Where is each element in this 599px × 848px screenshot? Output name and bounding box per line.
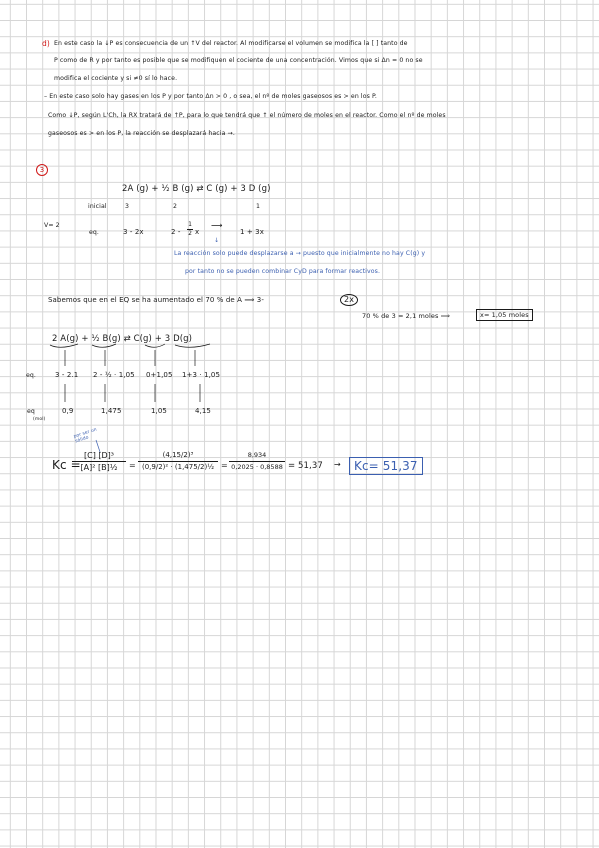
row3-d: 4,15 — [195, 407, 211, 415]
volume-label: V= 2 — [44, 222, 60, 229]
brace-c — [145, 344, 165, 347]
row2-d: 1+3 · 1,05 — [182, 371, 221, 379]
eq-b-prefix: 2 - — [171, 228, 181, 236]
reaction-equation: 2A (g) + ½ B (g) ⇄ C (g) + 3 D (g) — [122, 184, 271, 194]
note-line-2: por tanto no se pueden combinar CyD para formar reactivos. — [185, 268, 381, 275]
brace-a — [50, 344, 78, 347]
row3-a: 0,9 — [62, 407, 74, 415]
equals-sign-1: = — [129, 461, 136, 470]
row2-c: 0+1,05 — [146, 371, 173, 379]
equals-sign-2: = — [221, 461, 228, 470]
row3-b: 1,475 — [101, 407, 122, 415]
kc-label: Kc = — [52, 458, 81, 472]
inicial-d: 1 — [256, 203, 261, 210]
row3-c: 1,05 — [151, 407, 167, 415]
problem-number-badge: 3 — [36, 164, 48, 176]
kc-substitution-fraction: (4,15/2)³ (0,9/2)² · (1,475/2)½ — [138, 451, 218, 472]
paragraph-line-2: P como de R y por tanto es posible que se modifiquen el cociente de una concentración. Vimos que si Δn = 0 no se — [54, 57, 423, 64]
row2-label: eq. — [26, 372, 37, 379]
solid-note: por ser un sólido — [73, 427, 98, 445]
brace-d — [175, 344, 210, 347]
kc-final-box: Kc= 51,37 — [349, 457, 423, 475]
row2-b: 2 - ½ · 1,05 — [93, 371, 135, 379]
row2-a: 3 - 2.1 — [55, 371, 79, 379]
note-line-1: La reacción solo puede desplazarse a → puesto que inicialmente no hay C(g) y — [174, 250, 426, 257]
kc-expression-fraction: [C] [D]³ [A]² [B]½ — [72, 451, 126, 472]
row-label-eq: eq. — [89, 229, 100, 236]
x-value-box: x= 1,05 moles — [476, 309, 533, 321]
seventy-percent-calc: 70 % de 3 = 2,1 moles ⟹ — [362, 312, 451, 320]
section-letter-d: d) — [42, 39, 50, 48]
paragraph-line-1: En este caso la ↓P es consecuencia de un ↑V del reactor. Al modificarse el volumen se modifica la [ ] tanto de — [54, 40, 408, 47]
row3-label: eq — [27, 408, 35, 415]
brace-b — [92, 344, 116, 347]
row3-unit: (mol) — [33, 417, 46, 422]
row-label-inicial: inicial — [88, 203, 107, 210]
kc-result: = 51,37 — [288, 461, 323, 471]
paragraph-line-6: gaseosos es > en los P, la reacción se desplazará hacia →. — [48, 130, 235, 137]
reaction-equation-2: 2 A(g) + ½ B(g) ⇄ C(g) + 3 D(g) — [52, 334, 193, 344]
sabemos-text: Sabemos que en el EQ se ha aumentado el 70 % de A ⟹ 3- — [48, 296, 264, 304]
eq-d: 1 + 3x — [240, 228, 264, 236]
paragraph-line-3: modifica el cociente y si ≠0 sí lo hace. — [54, 75, 178, 82]
eq-b-post: x — [195, 228, 200, 236]
paragraph-line-5: Como ↓P, según L'Ch, la RX tratará de ↑P, para lo que tendrá que ↑ el número de moles en el reactor. Como el nº de moles — [48, 112, 446, 119]
eq-a: 3 - 2x — [123, 228, 144, 236]
kc-numeric-fraction: 8,934 0,2025 · 0,8588 — [229, 451, 285, 472]
result-arrow: → — [334, 460, 341, 469]
c-down-arrow-icon: ↓ — [214, 237, 220, 244]
eq-b-fraction: 1 2 — [188, 221, 192, 237]
inicial-b: 2 — [173, 203, 178, 210]
circled-2x: 2x — [340, 294, 358, 306]
paragraph-line-4: – En este caso solo hay gases en los P y por tanto Δn > 0 , o sea, el nº de moles gaseosos es > en los P. — [44, 93, 377, 100]
inicial-a: 3 — [125, 203, 130, 210]
eq-c-arrow-mark: ⟶ — [211, 221, 223, 230]
note-arrow — [96, 440, 100, 452]
